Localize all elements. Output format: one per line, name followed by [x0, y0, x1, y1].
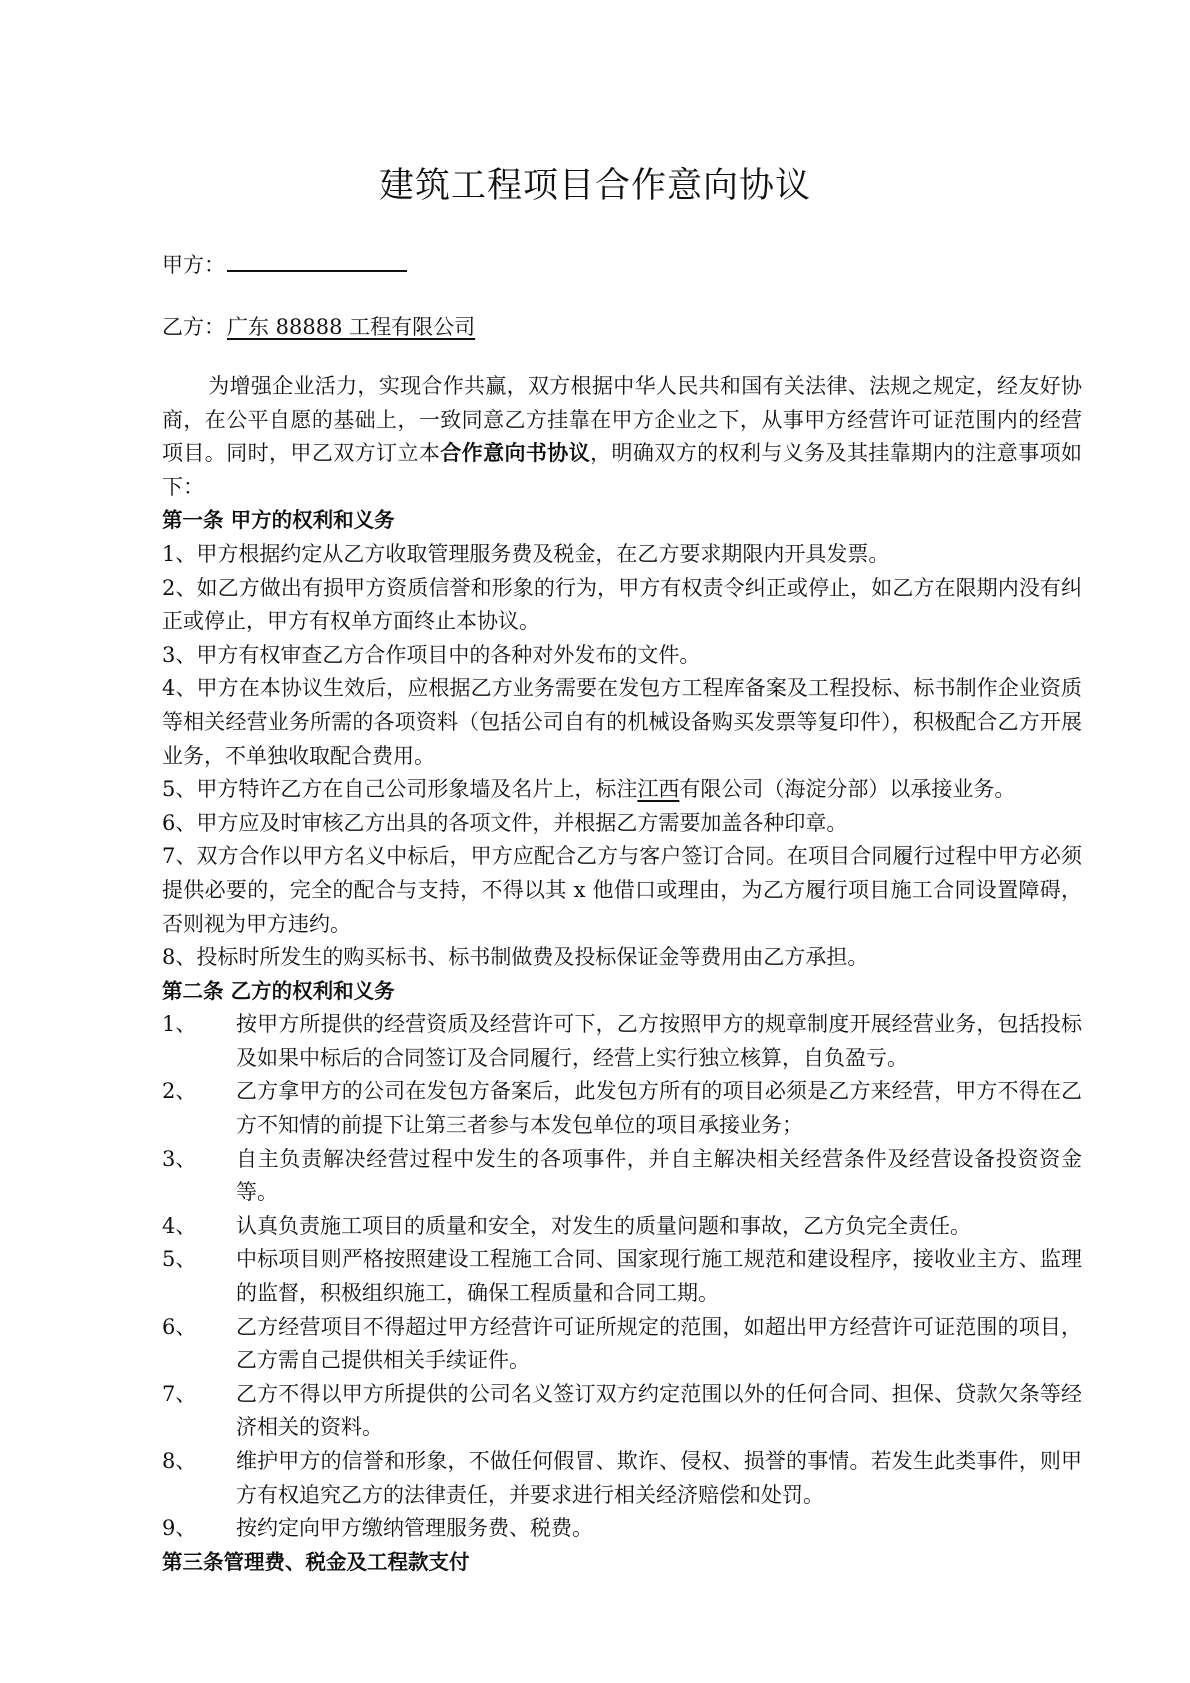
party-b-value: 广东 88888 工程有限公司 [227, 315, 476, 339]
item-text: 乙方不得以甲方所提供的公司名义签订双方约定范围以外的任何合同、担保、贷款欠条等经济相关的资料。 [236, 1381, 1082, 1440]
section1-item: 3、甲方有权审查乙方合作项目中的各种对外发布的文件。 [162, 642, 701, 667]
section2-item [162, 1210, 1082, 1244]
section1-item: 4、甲方在本协议生效后，应根据乙方业务需要在发包方工程库备案及工程投标、标书制作企业资质等相关经营业务所需的各项资料（包括公司自有的机械设备购买发票等复印件），积极配合乙方开展业务，不单独收取配合费用。 [162, 676, 1082, 768]
section2-heading: 第二条 乙方的权利和义务 [162, 978, 395, 1003]
party-a-line [162, 250, 407, 280]
item-number: 2、 [162, 1079, 197, 1104]
item-text: 中标项目则严格按照建设工程施工合同、国家现行施工规范和建设程序，接收业主方、监理的监督，积极组织施工，确保工程质量和合同工期。 [236, 1247, 1082, 1306]
document-title: 建筑工程项目合作意向协议 [378, 166, 811, 206]
section2-item [162, 1075, 1082, 1142]
item-number: 8、 [162, 1449, 197, 1473]
section2-item [162, 1008, 1082, 1075]
intro-paragraph [162, 370, 1082, 504]
item5-underlined-text: 江西 [637, 777, 680, 802]
section2-item [162, 1445, 1082, 1512]
section1-item: 2、如乙方做出有损甲方资质信誉和形象的行为，甲方有权责令纠正或停止，如乙方在限期内没有纠正或停止，甲方有权单方面终止本协议。 [162, 575, 1082, 634]
party-a-blank [227, 250, 407, 272]
section2-item [162, 1311, 1082, 1378]
item-text: 认真负责施工项目的质量和安全，对发生的质量问题和事故，乙方负完全责任。 [236, 1213, 971, 1238]
item-text: 乙方经营项目不得超过甲方经营许可证所规定的范围，如超出甲方经营许可证范围的项目，乙方需自己提供相关手续证件。 [236, 1314, 1082, 1373]
section2-item [162, 1143, 1082, 1210]
section1-item-5 [162, 773, 1082, 807]
section1-item: 7、双方合作以甲方名义中标后，甲方应配合乙方与客户签订合同。在项目合同履行过程中甲方必须提供必要的，完全的配合与支持，不得以其 x 他借口或理由，为乙方履行项目施工合同设置障碍，否则视为甲方违约。 [162, 844, 1082, 936]
party-a-label: 甲方： [162, 253, 225, 277]
section1-item: 6、甲方应及时审核乙方出具的各项文件，并根据乙方需要加盖各种印章。 [162, 810, 848, 835]
item-number: 7、 [162, 1381, 197, 1406]
intro-text-2: ，明确双方的权利与义务及其挂靠期内的注意事项如下： [162, 441, 1083, 499]
item-number: 3、 [162, 1146, 197, 1171]
item-number: 5、 [162, 1247, 197, 1272]
item-text: 按甲方所提供的经营资质及经营许可下，乙方按照甲方的规章制度开展经营业务，包括投标及如果中标后的合同签订及合同履行，经营上实行独立核算，自负盈亏。 [236, 1012, 1082, 1070]
item-number: 4、 [162, 1213, 197, 1238]
item-text: 按约定向甲方缴纳管理服务费、税费。 [236, 1516, 593, 1541]
item5-text-2: 有限公司（海淀分部）以承接业务。 [679, 777, 1016, 802]
section1-heading: 第一条 甲方的权利和义务 [162, 508, 395, 533]
item-text: 维护甲方的信誉和形象，不做任何假冒、欺诈、侵权、损誉的事情。若发生此类事件，则甲方有权追究乙方的法律责任，并要求进行相关经济赔偿和处罚。 [236, 1449, 1082, 1507]
item-text: 自主负责解决经营过程中发生的各项事件，并自主解决相关经营条件及经营设备投资资金等。 [236, 1146, 1082, 1205]
section2-item [162, 1243, 1082, 1310]
item-text: 乙方拿甲方的公司在发包方备案后，此发包方所有的项目必须是乙方来经营，甲方不得在乙方不知情的前提下让第三者参与本发包单位的项目承接业务； [236, 1079, 1082, 1138]
party-b-line [162, 312, 505, 342]
section1-item: 1、甲方根据约定从乙方收取管理服务费及税金，在乙方要求期限内开具发票。 [162, 541, 890, 566]
section1-item: 8、投标时所发生的购买标书、标书制做费及投标保证金等费用由乙方承担。 [162, 945, 869, 970]
section3-heading: 第三条管理费、税金及工程款支付 [162, 1549, 470, 1574]
intro-bold-text: 合作意向书协议 [440, 441, 591, 466]
item-number: 6、 [162, 1314, 197, 1339]
section2-item [162, 1512, 1082, 1546]
item-number: 1、 [162, 1012, 197, 1037]
item5-text-1: 5、甲方特许乙方在自己公司形象墙及名片上，标注 [162, 777, 638, 802]
party-b-label: 乙方： [162, 315, 225, 339]
section2-item [162, 1378, 1082, 1445]
intro-text-1: 为增强企业活力，实现合作共赢，双方根据中华人民共和国有关法律、法规之规定，经友好协商，在公平自愿的基础上，一致同意乙方挂靠在甲方企业之下，从事甲方经营许可证范围内的经营项目。同时，甲乙双方订立本 [162, 374, 1082, 466]
document-body [162, 370, 1082, 1579]
item-number: 9、 [162, 1516, 197, 1541]
